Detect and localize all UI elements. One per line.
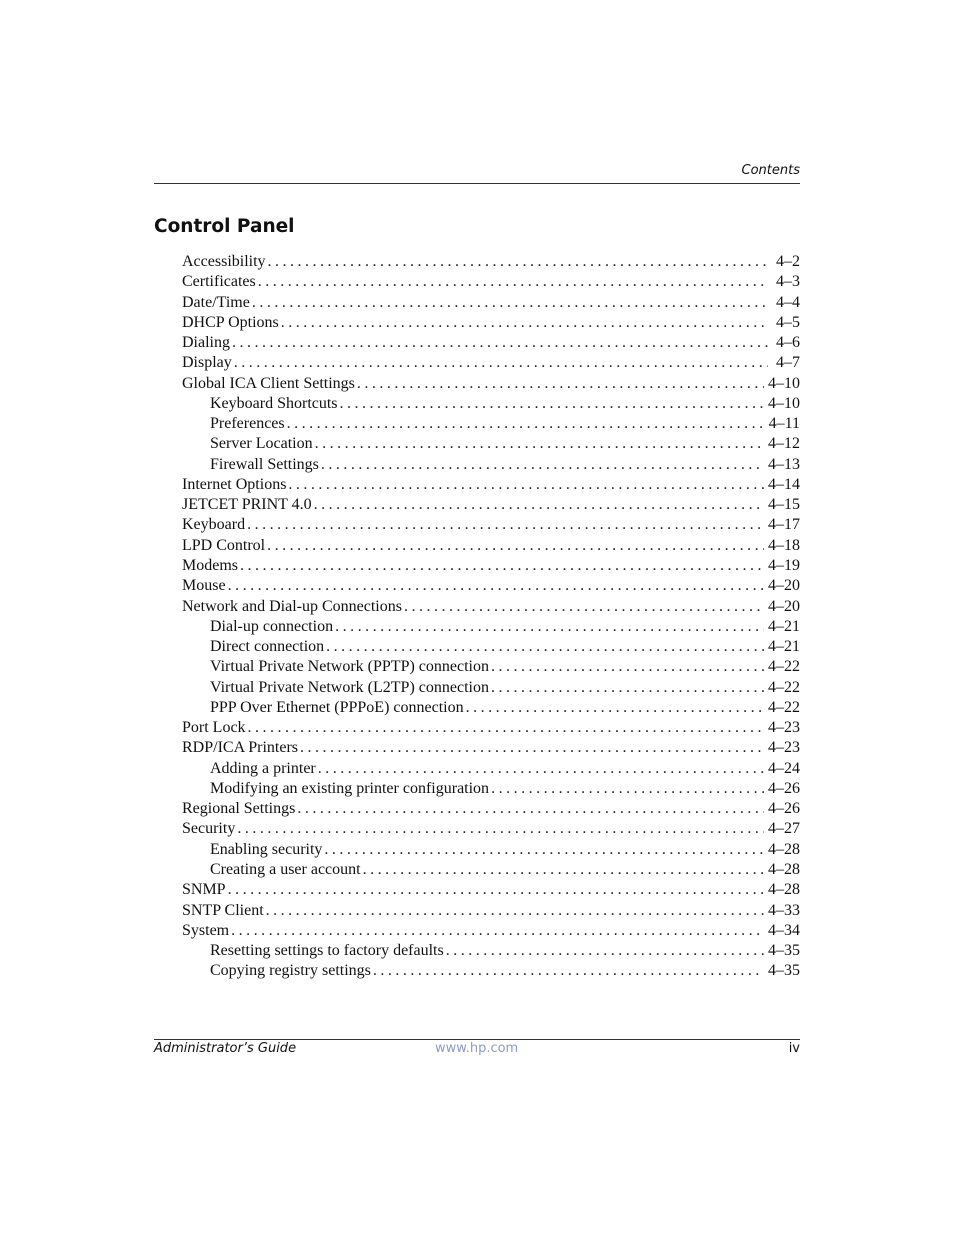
toc-dot-leader [288, 475, 764, 495]
toc-dot-leader [466, 698, 764, 718]
toc-entry-page: 4–34 [768, 921, 800, 939]
toc-entry[interactable] [182, 698, 800, 718]
toc-entry[interactable] [182, 394, 800, 414]
toc-dot-leader [373, 961, 764, 981]
toc-entry-page: 4–19 [768, 556, 800, 574]
toc-entry[interactable] [182, 941, 800, 961]
toc-entry-page: 4–22 [768, 658, 800, 676]
toc-dot-leader [324, 840, 764, 860]
toc-dot-leader [267, 536, 764, 556]
toc-dot-leader [491, 657, 764, 677]
footer-rule [154, 1039, 800, 1040]
toc-entry[interactable] [182, 860, 800, 880]
toc-entry-title: Certificates [182, 273, 256, 291]
toc-dot-leader [228, 880, 764, 900]
toc-entry-page: 4–22 [768, 698, 800, 716]
page-footer [154, 1041, 800, 1059]
toc-entry[interactable] [182, 272, 800, 292]
toc-entry-title: Preferences [210, 415, 285, 433]
toc-entry-page: 4–18 [768, 536, 800, 554]
toc-entry-page: 4–13 [768, 455, 800, 473]
toc-entry-title: Mouse [182, 577, 226, 595]
toc-entry-page: 4–7 [776, 354, 800, 372]
toc-entry[interactable] [182, 961, 800, 981]
toc-entry[interactable] [182, 799, 800, 819]
toc-dot-leader [297, 799, 764, 819]
toc-entry[interactable] [182, 333, 800, 353]
toc-dot-leader [404, 597, 764, 617]
toc-dot-leader [258, 272, 768, 292]
toc-entry-title: Server Location [210, 435, 313, 453]
toc-entry[interactable] [182, 637, 800, 657]
toc-dot-leader [247, 515, 764, 535]
toc-entry-page: 4–14 [768, 475, 800, 493]
toc-entry-page: 4–26 [768, 800, 800, 818]
toc-entry-page: 4–23 [768, 719, 800, 737]
toc-entry-page: 4–5 [776, 313, 800, 331]
toc-dot-leader [340, 394, 764, 414]
toc-entry-title: Network and Dial-up Connections [182, 597, 402, 615]
toc-dot-leader [228, 576, 764, 596]
toc-entry-page: 4–11 [768, 415, 800, 433]
table-of-contents [182, 252, 800, 982]
toc-entry-title: Global ICA Client Settings [182, 374, 355, 392]
toc-dot-leader [315, 434, 764, 454]
toc-entry[interactable] [182, 597, 800, 617]
toc-entry-page: 4–12 [768, 435, 800, 453]
toc-entry-page: 4–33 [768, 901, 800, 919]
toc-dot-leader [300, 738, 764, 758]
toc-entry[interactable] [182, 313, 800, 333]
footer-page-number: iv [788, 1041, 800, 1056]
toc-entry-page: 4–15 [768, 496, 800, 514]
toc-entry[interactable] [182, 556, 800, 576]
toc-entry[interactable] [182, 718, 800, 738]
toc-entry-title: Security [182, 820, 236, 838]
toc-dot-leader [232, 333, 768, 353]
toc-entry[interactable] [182, 921, 800, 941]
toc-dot-leader [252, 293, 768, 313]
toc-dot-leader [491, 678, 764, 698]
toc-entry[interactable] [182, 353, 800, 373]
header-rule [154, 183, 800, 184]
footer-website-link[interactable]: www.hp.com [435, 1041, 519, 1056]
toc-entry-page: 4–22 [768, 678, 800, 696]
toc-entry-title: Direct connection [210, 638, 325, 656]
toc-entry-title: PPP Over Ethernet (PPPoE) connection [210, 698, 464, 716]
toc-entry-title: SNMP [182, 881, 226, 899]
toc-entry-title: Modems [182, 556, 238, 574]
toc-dot-leader [363, 860, 764, 880]
toc-entry-title: Creating a user account [210, 860, 361, 878]
toc-entry[interactable] [182, 779, 800, 799]
toc-entry-page: 4–28 [768, 860, 800, 878]
toc-entry-title: Firewall Settings [210, 455, 319, 473]
toc-dot-leader [237, 819, 764, 839]
running-header: Contents [741, 163, 800, 178]
toc-entry-title: Virtual Private Network (L2TP) connection [210, 678, 489, 696]
toc-entry[interactable] [182, 434, 800, 454]
toc-dot-leader [266, 901, 764, 921]
section-title: Control Panel [154, 216, 295, 237]
toc-entry-page: 4–10 [768, 374, 800, 392]
toc-dot-leader [248, 718, 764, 738]
toc-entry-title: System [182, 921, 230, 939]
toc-entry-title: Display [182, 354, 232, 372]
toc-entry[interactable] [182, 455, 800, 475]
toc-entry[interactable] [182, 738, 800, 758]
toc-dot-leader [357, 374, 764, 394]
toc-entry[interactable] [182, 252, 800, 272]
toc-entry[interactable] [182, 678, 800, 698]
toc-entry-title: Date/Time [182, 293, 250, 311]
toc-entry-title: Virtual Private Network (PPTP) connection [210, 658, 489, 676]
toc-entry-page: 4–24 [768, 759, 800, 777]
toc-entry-title: Dial-up connection [210, 617, 334, 635]
toc-entry[interactable] [182, 475, 800, 495]
toc-dot-leader [234, 353, 768, 373]
toc-dot-leader [335, 617, 764, 637]
toc-entry-page: 4–28 [768, 840, 800, 858]
toc-dot-leader [268, 252, 768, 272]
toc-dot-leader [287, 414, 765, 434]
toc-entry-page: 4–17 [768, 516, 800, 534]
toc-entry-title: Accessibility [182, 253, 266, 270]
toc-entry[interactable] [182, 515, 800, 535]
toc-entry-title: LPD Control [182, 536, 266, 554]
toc-entry-title: Internet Options [182, 475, 287, 493]
toc-entry-page: 4–20 [768, 577, 800, 595]
toc-entry-title: Regional Settings [182, 800, 296, 818]
toc-dot-leader [318, 759, 764, 779]
toc-entry[interactable] [182, 759, 800, 779]
toc-entry-page: 4–26 [768, 779, 800, 797]
toc-dot-leader [321, 455, 764, 475]
toc-entry-title: Keyboard [182, 516, 246, 534]
toc-dot-leader [281, 313, 768, 333]
toc-entry-page: 4–6 [776, 334, 800, 352]
toc-entry[interactable] [182, 495, 800, 515]
toc-entry[interactable] [182, 617, 800, 637]
toc-dot-leader [446, 941, 764, 961]
toc-dot-leader [326, 637, 764, 657]
toc-entry-title: DHCP Options [182, 313, 279, 331]
toc-entry-page: 4–28 [768, 881, 800, 899]
toc-entry-page: 4–35 [768, 942, 800, 960]
toc-entry-page: 4–27 [768, 820, 800, 838]
toc-entry[interactable] [182, 901, 800, 921]
toc-entry-title: Port Lock [182, 719, 246, 737]
toc-entry[interactable] [182, 576, 800, 596]
toc-entry[interactable] [182, 880, 800, 900]
toc-entry-page: 4–2 [776, 253, 800, 270]
toc-entry[interactable] [182, 840, 800, 860]
toc-entry[interactable] [182, 293, 800, 313]
toc-entry[interactable] [182, 819, 800, 839]
toc-entry-title: Dialing [182, 334, 230, 352]
toc-entry-page: 4–35 [768, 962, 800, 980]
toc-entry[interactable] [182, 536, 800, 556]
toc-entry-page: 4–20 [768, 597, 800, 615]
toc-entry-title: JETCET PRINT 4.0 [182, 496, 312, 514]
toc-entry-title: RDP/ICA Printers [182, 739, 299, 757]
toc-entry-page: 4–10 [768, 394, 800, 412]
toc-entry-title: Modifying an existing printer configuration [210, 779, 490, 797]
toc-entry[interactable] [182, 374, 800, 394]
toc-entry-page: 4–21 [768, 638, 800, 656]
toc-entry-title: Keyboard Shortcuts [210, 394, 338, 412]
toc-entry-title: Copying registry settings [210, 962, 371, 980]
toc-dot-leader [491, 779, 764, 799]
toc-entry-title: Resetting settings to factory defaults [210, 942, 444, 960]
toc-entry-title: SNTP Client [182, 901, 264, 919]
toc-entry-page: 4–21 [768, 617, 800, 635]
toc-dot-leader [231, 921, 764, 941]
footer-guide-title: Administrator’s Guide [154, 1041, 297, 1056]
toc-entry-title: Adding a printer [210, 759, 316, 777]
toc-entry-title: Enabling security [210, 840, 323, 858]
toc-entry-page: 4–3 [776, 273, 800, 291]
toc-entry-page: 4–23 [768, 739, 800, 757]
toc-entry[interactable] [182, 414, 800, 434]
toc-entry-page: 4–4 [776, 293, 800, 311]
toc-dot-leader [240, 556, 764, 576]
toc-entry[interactable] [182, 657, 800, 677]
toc-dot-leader [314, 495, 764, 515]
